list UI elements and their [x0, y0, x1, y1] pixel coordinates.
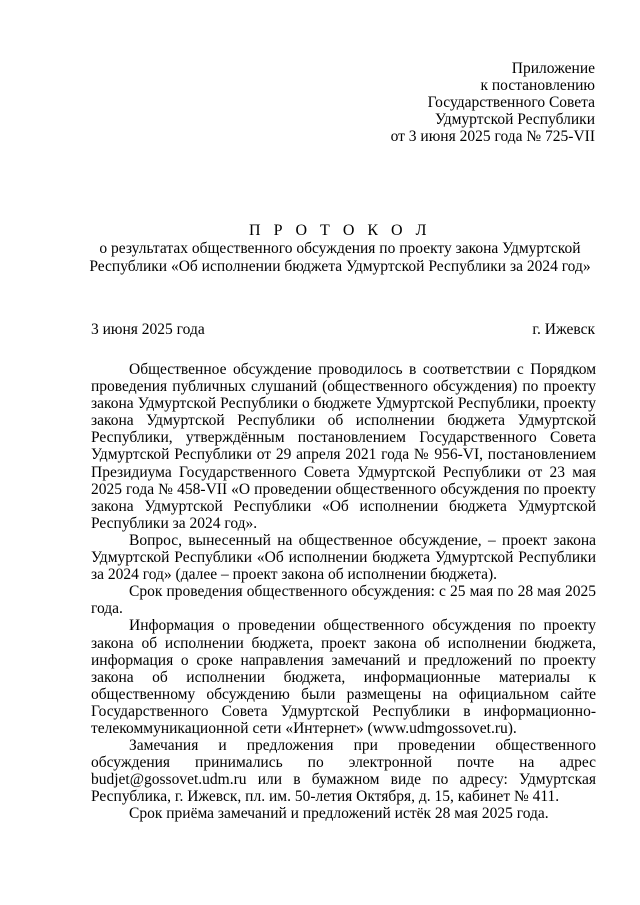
paragraph: Срок проведения общественного обсуждения: с 25 мая по 28 мая 2025 года. — [91, 583, 596, 618]
paragraph: Общественное обсуждение проводилось в соответствии с Порядком проведения публичных слушаний (общественного обсуждения) по проекту закона Удмуртской Республики о бюджете Удмуртской Республики, проекту закона Удмуртской Республики об исполнении бюджета Удмуртской Республики, утверждённым постановлением Государственного Совета Удмуртской Республики от 29 апреля 2021 года № 956-VI, постановлением Президиума Государственного Совета Удмуртской Республики от 23 мая 2025 года № 458-VII «О проведении общественного обсуждения по проекту закона Удмуртской Республики «Об исполнении бюджета Удмуртской Республики за 2024 год». — [91, 361, 596, 532]
annex-line: Приложение — [511, 60, 595, 77]
document-subtitle: о результатах общественного обсуждения по проекту закона Удмуртской Республики «Об исполнении бюджета Удмуртской Республики за 2024 год» — [89, 240, 591, 275]
document-body — [91, 361, 596, 823]
document-date: 3 июня 2025 года — [91, 321, 205, 338]
annex-line: Удмуртской Республики — [434, 111, 595, 128]
paragraph: Вопрос, вынесенный на общественное обсуждение, – проект закона Удмуртской Республики «Об исполнении бюджета Удмуртской Республики за 2024 год» (далее – проект закона об исполнении бюджета). — [91, 531, 596, 584]
paragraph: Информация о проведении общественного обсуждения по проекту закона об исполнении бюджета, проект закона об исполнении бюджета, информация о сроке направления замечаний и предложений по проекту закона об исполнении бюджета, информационные материалы к общественному обсуждению были размещены на официальном сайте Государственного Совета Удмуртской Республики в информационно-телекоммуникационной сети «Интернет» (www.udmgossovet.ru). — [91, 617, 596, 737]
annex-line: к постановлению — [480, 77, 595, 94]
annex-line: от 3 июня 2025 года № 725-VII — [390, 128, 595, 145]
annex-line: Государственного Совета — [427, 94, 595, 111]
annex-block — [391, 60, 595, 145]
document-title: П Р О Т О К О Л — [249, 222, 431, 239]
paragraph: Срок приёма замечаний и предложений истёк 28 мая 2025 года. — [129, 805, 549, 823]
dateline — [91, 321, 595, 339]
document-heading — [60, 222, 620, 276]
paragraph: Замечания и предложения при проведении общественного обсуждения принимались по электронной почте на адрес budjet@gossovet.udm.ru или в бумажном виде по адресу: Удмуртская Республика, г. Ижевск, пл. им. 50-летия Октября, д. 15, кабинет № 411. — [91, 737, 596, 806]
document-place: г. Ижевск — [532, 321, 595, 338]
